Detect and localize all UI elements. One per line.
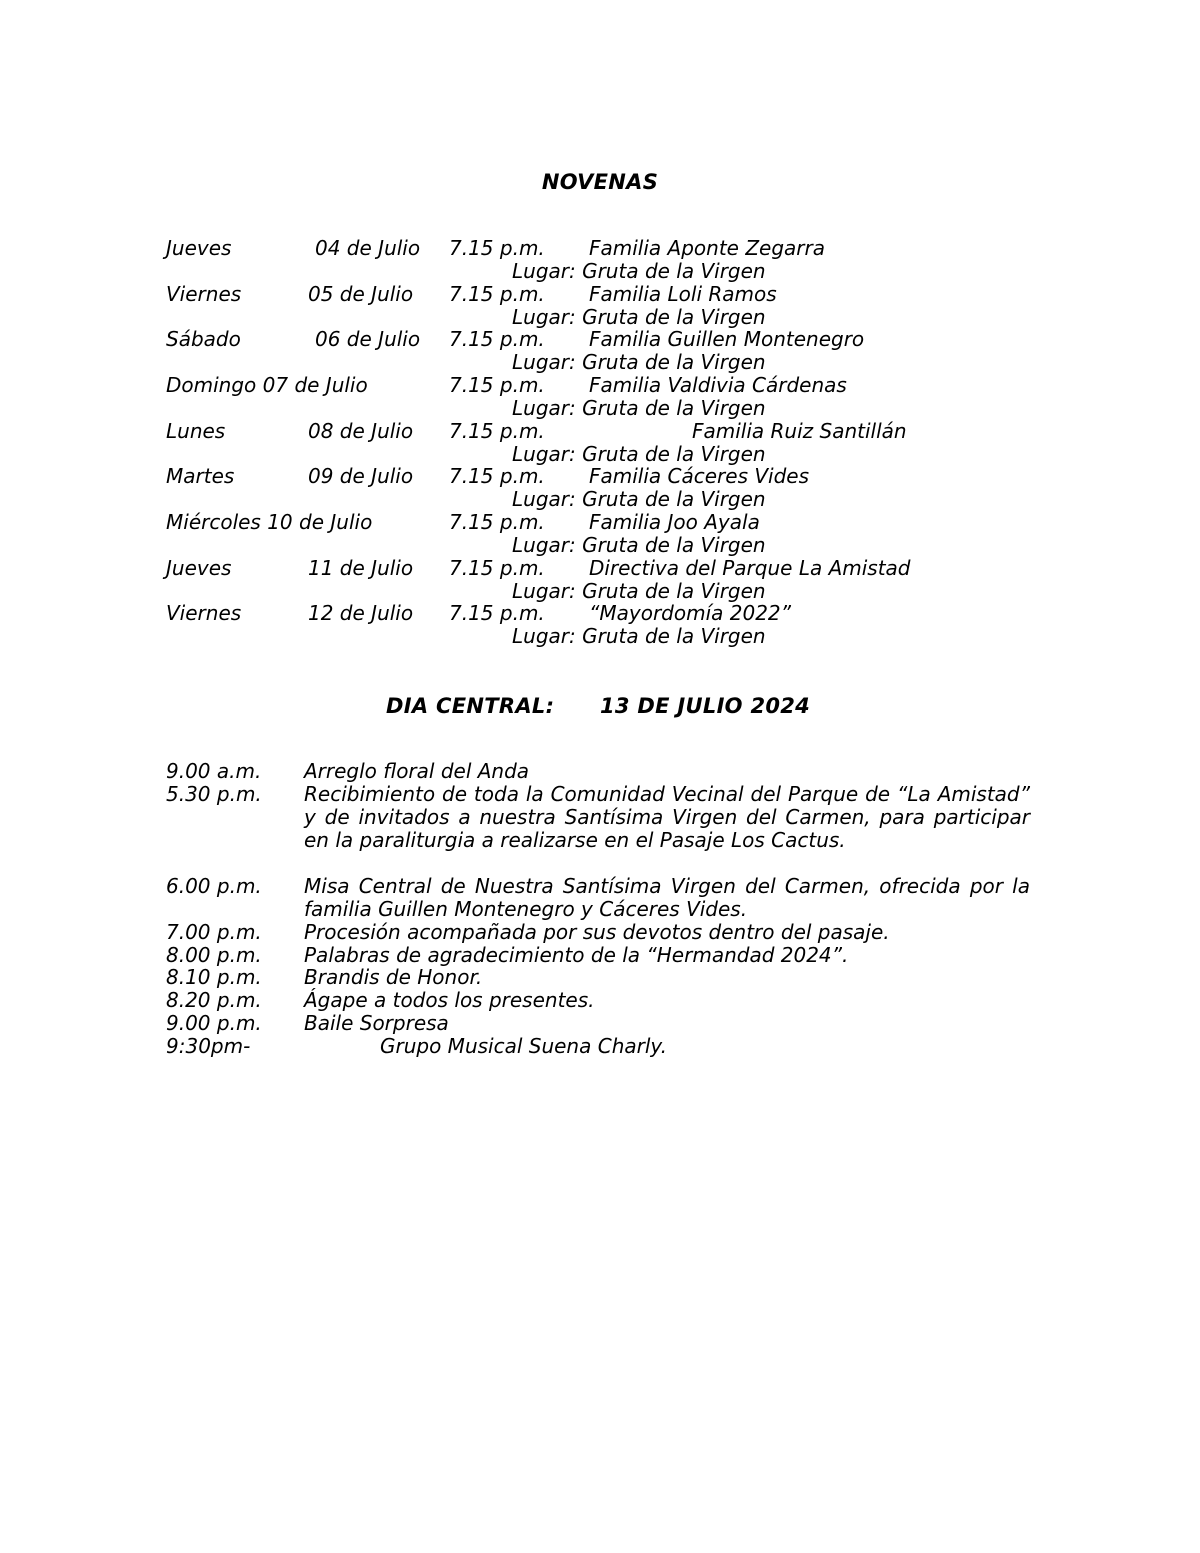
novena-entry [0, 328, 1200, 351]
program-time: 9:30pm- [166, 1034, 251, 1058]
novena-place-line [0, 580, 1200, 603]
novena-entry [0, 465, 1200, 488]
novena-date: 09 de Julio [308, 464, 414, 488]
novena-entry [0, 557, 1200, 580]
novena-place: Lugar: Gruta de la Virgen [512, 396, 766, 420]
novena-family: Familia Valdivia Cárdenas [589, 373, 847, 397]
program-text: Brandis de Honor. [304, 965, 483, 989]
novena-date: 04 de Julio [315, 236, 421, 260]
novena-entry [0, 602, 1200, 625]
program-time: 8.00 p.m. [166, 943, 262, 967]
program-text: Recibimiento de toda la Comunidad Vecinal del Parque de “La Amistad” y de invitados a nuestra Santísima Virgen del Carmen, para participar en la paraliturgia a realizarse en el Pasaje Los Cactus. [304, 782, 1030, 852]
novena-time: 7.15 p.m. [449, 373, 545, 397]
program-text: Palabras de agradecimiento de la “Hermandad 2024”. [304, 943, 849, 967]
program-text: Arreglo floral del Anda [304, 759, 530, 783]
novena-date: 08 de Julio [308, 419, 414, 443]
novena-date: 12 de Julio [308, 601, 414, 625]
novena-entry [0, 237, 1200, 260]
novena-place-line [0, 488, 1200, 511]
novena-date: 11 de Julio [308, 556, 414, 580]
novena-entry [0, 283, 1200, 306]
novena-day: Domingo 07 de Julio [166, 373, 368, 397]
novena-family: “Mayordomía 2022” [589, 601, 792, 625]
program-text: Misa Central de Nuestra Santísima Virgen del Carmen, ofrecida por la familia Guillen Montenegro y Cáceres Vides. [304, 874, 1030, 921]
novena-family: Familia Aponte Zegarra [589, 236, 825, 260]
novena-place: Lugar: Gruta de la Virgen [512, 350, 766, 374]
novena-place: Lugar: Gruta de la Virgen [512, 579, 766, 603]
novena-place: Lugar: Gruta de la Virgen [512, 624, 766, 648]
novena-date: 06 de Julio [315, 327, 421, 351]
program-time: 9.00 a.m. [166, 759, 262, 783]
novena-time: 7.15 p.m. [449, 601, 545, 625]
novena-place-line [0, 351, 1200, 374]
novena-entry [0, 374, 1200, 397]
novena-day: Jueves [166, 556, 232, 580]
novena-day: Miércoles 10 de Julio [166, 510, 373, 534]
novena-day: Jueves [166, 236, 232, 260]
novena-time: 7.15 p.m. [449, 556, 545, 580]
novena-time: 7.15 p.m. [449, 464, 545, 488]
program-text: Grupo Musical Suena Charly. [380, 1034, 668, 1058]
novena-date: 05 de Julio [308, 282, 414, 306]
novena-day: Lunes [166, 419, 226, 443]
novena-place: Lugar: Gruta de la Virgen [512, 442, 766, 466]
program-text: Baile Sorpresa [304, 1011, 449, 1035]
program-time: 7.00 p.m. [166, 920, 262, 944]
dia-central-date: 13 DE JULIO 2024 [600, 694, 811, 718]
novena-place: Lugar: Gruta de la Virgen [512, 487, 766, 511]
novena-entry [0, 511, 1200, 534]
novena-time: 7.15 p.m. [449, 419, 545, 443]
program-text: Ágape a todos los presentes. [304, 988, 595, 1012]
program-time: 8.20 p.m. [166, 988, 262, 1012]
novena-time: 7.15 p.m. [449, 236, 545, 260]
novena-day: Viernes [166, 601, 242, 625]
novena-place: Lugar: Gruta de la Virgen [512, 533, 766, 557]
novena-place-line [0, 306, 1200, 329]
novena-time: 7.15 p.m. [449, 327, 545, 351]
program-time: 5.30 p.m. [166, 782, 262, 806]
novena-family: Familia Ruiz Santillán [692, 419, 907, 443]
novenas-title: NOVENAS [541, 170, 659, 194]
program-time: 9.00 p.m. [166, 1011, 262, 1035]
dia-central-label: DIA CENTRAL: [386, 694, 555, 718]
novena-family: Familia Loli Ramos [589, 282, 777, 306]
novena-day: Martes [166, 464, 235, 488]
novena-place: Lugar: Gruta de la Virgen [512, 305, 766, 329]
novena-place-line [0, 625, 1200, 648]
program-text: Procesión acompañada por sus devotos dentro del pasaje. [304, 920, 890, 944]
novena-entry [0, 420, 1200, 443]
novena-place-line [0, 534, 1200, 557]
novena-place-line [0, 397, 1200, 420]
novena-time: 7.15 p.m. [449, 510, 545, 534]
program-time: 6.00 p.m. [166, 874, 262, 898]
novena-day: Viernes [166, 282, 242, 306]
novena-family: Familia Guillen Montenegro [589, 327, 865, 351]
novena-time: 7.15 p.m. [449, 282, 545, 306]
novena-place-line [0, 260, 1200, 283]
program-time: 8.10 p.m. [166, 965, 262, 989]
novena-day: Sábado [166, 327, 241, 351]
novena-family: Directiva del Parque La Amistad [589, 556, 911, 580]
novena-place-line [0, 443, 1200, 466]
novena-family: Familia Joo Ayala [589, 510, 760, 534]
novena-place: Lugar: Gruta de la Virgen [512, 259, 766, 283]
novena-family: Familia Cáceres Vides [589, 464, 810, 488]
